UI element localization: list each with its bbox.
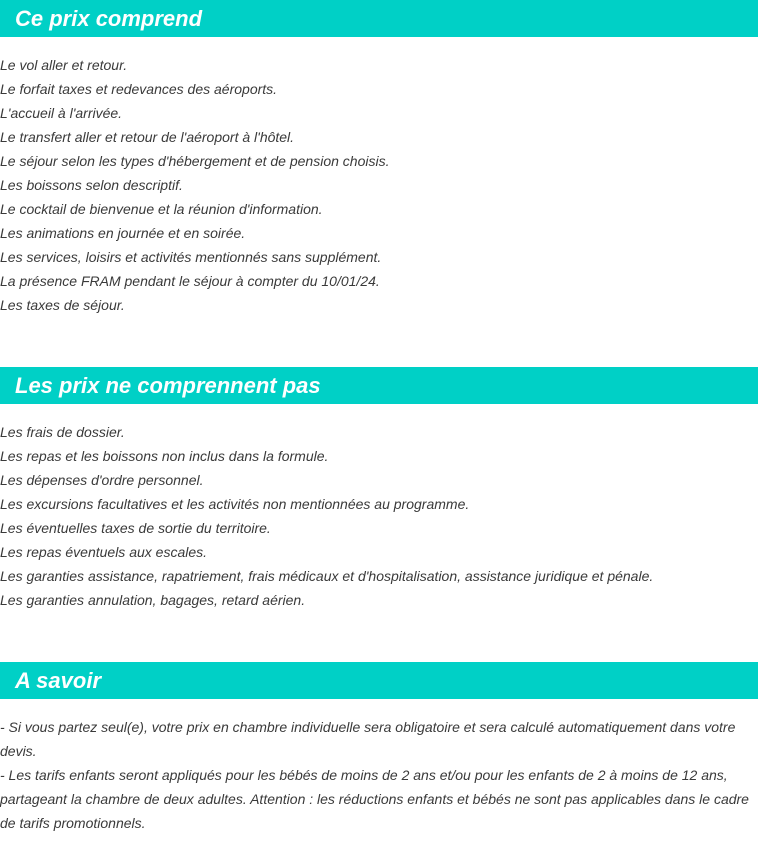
list-item: Les frais de dossier.	[0, 424, 125, 440]
list-item: Le vol aller et retour.	[0, 57, 128, 73]
list-item: Les services, loisirs et activités mentionnés sans supplément.	[0, 249, 382, 265]
list-item: Les dépenses d'ordre personnel.	[0, 472, 204, 488]
list-item: Les repas éventuels aux escales.	[0, 544, 208, 560]
list-item: Les éventuelles taxes de sortie du territoire.	[0, 520, 271, 536]
section-heading: Les prix ne comprennent pas	[0, 367, 758, 404]
list-item: Le forfait taxes et redevances des aéroports.	[0, 81, 278, 97]
section-heading: Ce prix comprend	[0, 0, 758, 37]
included-items-list	[0, 53, 758, 317]
section-heading: A savoir	[0, 662, 758, 699]
info-paragraph: - Les tarifs enfants seront appliqués pour les bébés de moins de 2 ans et/ou pour les enfants de 2 à moins de 12 ans, partageant la chambre de deux adultes. Attention : les réductions enfants et bébés ne sont pas applicables dans le cadre de tarifs promotionnels.	[0, 767, 749, 831]
info-paragraph: - Si vous partez seul(e), votre prix en chambre individuelle sera obligatoire et sera calculé automatiquement dans votre devis.	[0, 719, 736, 759]
info-paragraphs	[0, 715, 758, 835]
section-price-includes	[0, 0, 758, 317]
list-item: Le transfert aller et retour de l'aéroport à l'hôtel.	[0, 129, 295, 145]
section-good-to-know	[0, 662, 758, 835]
list-item: Les taxes de séjour.	[0, 297, 125, 313]
excluded-items-list	[0, 420, 758, 612]
list-item: Les garanties assistance, rapatriement, frais médicaux et d'hospitalisation, assistance juridique et pénale.	[0, 568, 654, 584]
list-item: Les excursions facultatives et les activités non mentionnées au programme.	[0, 496, 470, 512]
section-price-excludes	[0, 367, 758, 612]
list-item: Les garanties annulation, bagages, retard aérien.	[0, 592, 306, 608]
list-item: Les repas et les boissons non inclus dans la formule.	[0, 448, 329, 464]
list-item: Le séjour selon les types d'hébergement et de pension choisis.	[0, 153, 390, 169]
list-item: Les animations en journée et en soirée.	[0, 225, 246, 241]
list-item: Les boissons selon descriptif.	[0, 177, 183, 193]
list-item: L'accueil à l'arrivée.	[0, 105, 123, 121]
list-item: Le cocktail de bienvenue et la réunion d'information.	[0, 201, 323, 217]
list-item: La présence FRAM pendant le séjour à compter du 10/01/24.	[0, 273, 380, 289]
